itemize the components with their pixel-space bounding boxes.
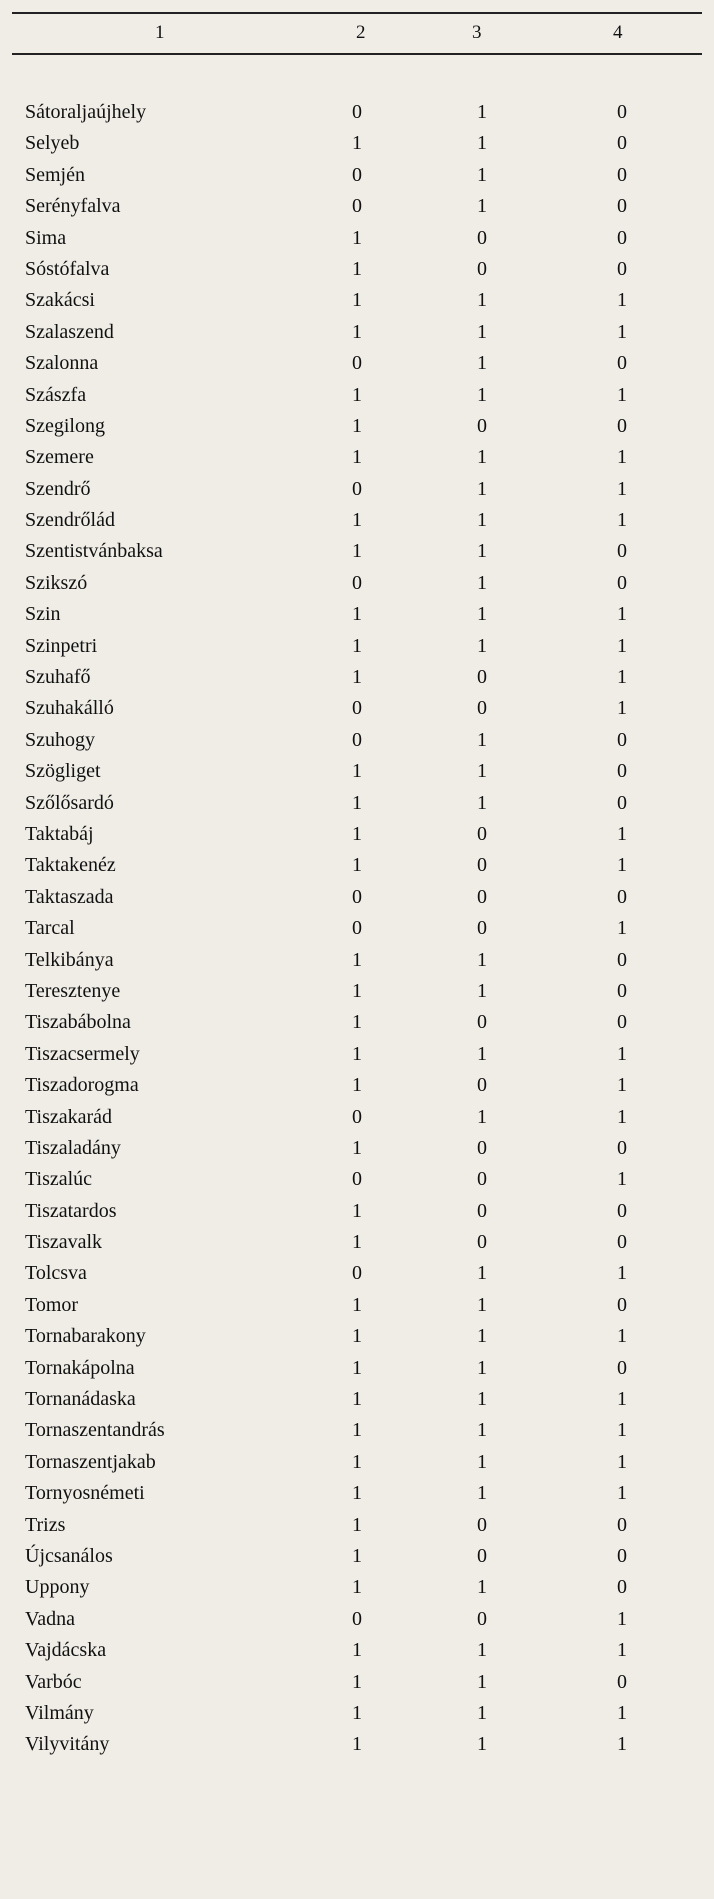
column-3-value: 0: [477, 854, 487, 877]
municipality-name: Szinpetri: [25, 634, 98, 657]
column-2-value: 0: [352, 1262, 362, 1285]
table-row: [0, 1415, 714, 1446]
municipality-name: Tornyosnémeti: [25, 1482, 145, 1505]
municipality-name: Taktabáj: [25, 822, 94, 845]
table-row: [0, 223, 714, 254]
table-row: [0, 1290, 714, 1321]
column-4-value: 1: [617, 1639, 627, 1662]
table-row: [0, 976, 714, 1007]
column-2-value: 0: [352, 885, 362, 908]
column-3-value: 0: [477, 1011, 487, 1034]
municipality-name: Tiszabábolna: [25, 1011, 131, 1034]
column-2-value: 1: [352, 509, 362, 532]
column-2-value: 0: [352, 728, 362, 751]
table-row: [0, 1039, 714, 1070]
column-2-value: 1: [352, 760, 362, 783]
table-row: [0, 1070, 714, 1101]
table-row: [0, 850, 714, 881]
column-3-value: 1: [477, 791, 487, 814]
table-row: [0, 568, 714, 599]
column-3-value: 0: [477, 1199, 487, 1222]
municipality-name: Tiszacsermely: [25, 1042, 140, 1065]
column-4-value: 1: [617, 509, 627, 532]
municipality-name: Taktaszada: [25, 885, 114, 908]
column-header-4: 4: [613, 22, 623, 43]
municipality-name: Szendrő: [25, 477, 91, 500]
table-row: [0, 160, 714, 191]
municipality-name: Szakácsi: [25, 289, 95, 312]
table-row: [0, 1384, 714, 1415]
column-4-value: 0: [617, 352, 627, 375]
column-2-value: 1: [352, 791, 362, 814]
column-3-value: 0: [477, 697, 487, 720]
table-row: [0, 1729, 714, 1760]
municipality-name: Tornabarakony: [25, 1325, 146, 1348]
table-row: [0, 1007, 714, 1038]
column-3-value: 0: [477, 822, 487, 845]
column-3-value: 1: [477, 948, 487, 971]
municipality-name: Teresztenye: [25, 979, 121, 1002]
column-4-value: 0: [617, 414, 627, 437]
municipality-name: Szuhafő: [25, 666, 91, 689]
column-4-value: 1: [617, 1388, 627, 1411]
column-3-value: 1: [477, 728, 487, 751]
table-row: [0, 756, 714, 787]
table-row: [0, 1478, 714, 1509]
municipality-name: Szuhogy: [25, 728, 95, 751]
column-4-value: 0: [617, 979, 627, 1002]
table-header: [0, 18, 714, 48]
municipality-name: Sóstófalva: [25, 257, 110, 280]
table-row: [0, 788, 714, 819]
column-2-value: 1: [352, 1011, 362, 1034]
column-4-value: 0: [617, 1670, 627, 1693]
municipality-name: Szentistvánbaksa: [25, 540, 163, 563]
column-3-value: 1: [477, 101, 487, 123]
column-2-value: 1: [352, 1450, 362, 1473]
column-4-value: 0: [617, 1136, 627, 1159]
table-row: [0, 913, 714, 944]
column-3-value: 1: [477, 1419, 487, 1442]
column-2-value: 1: [352, 320, 362, 343]
table-row: [0, 725, 714, 756]
column-4-value: 0: [617, 540, 627, 563]
municipality-name: Szendrőlád: [25, 509, 115, 532]
column-2-value: 1: [352, 666, 362, 689]
column-4-value: 0: [617, 1356, 627, 1379]
column-3-value: 0: [477, 917, 487, 940]
column-3-value: 0: [477, 226, 487, 249]
column-2-value: 1: [352, 634, 362, 657]
column-3-value: 1: [477, 1325, 487, 1348]
column-3-value: 1: [477, 1262, 487, 1285]
municipality-name: Szalaszend: [25, 320, 114, 343]
column-2-value: 0: [352, 697, 362, 720]
column-header-2: 2: [356, 22, 366, 43]
column-3-value: 0: [477, 1168, 487, 1191]
municipality-name: Varbóc: [25, 1670, 82, 1693]
column-2-value: 1: [352, 132, 362, 155]
column-2-value: 1: [352, 289, 362, 312]
column-2-value: 1: [352, 1231, 362, 1254]
column-2-value: 1: [352, 1513, 362, 1536]
column-header-3: 3: [472, 22, 482, 43]
column-4-value: 1: [617, 822, 627, 845]
table-row: [0, 1635, 714, 1666]
column-2-value: 0: [352, 163, 362, 186]
header-rule: [12, 53, 702, 55]
column-4-value: 1: [617, 1262, 627, 1285]
municipality-name: Semjén: [25, 163, 85, 186]
column-4-value: 1: [617, 917, 627, 940]
table-row: [0, 1541, 714, 1572]
column-4-value: 1: [617, 1701, 627, 1724]
municipality-name: Tiszaladány: [25, 1136, 121, 1159]
table-row: [0, 662, 714, 693]
municipality-name: Tornaszentandrás: [25, 1419, 165, 1442]
column-3-value: 1: [477, 760, 487, 783]
column-3-value: 1: [477, 446, 487, 469]
municipality-name: Sima: [25, 226, 67, 249]
column-2-value: 1: [352, 1199, 362, 1222]
municipality-name: Szászfa: [25, 383, 87, 406]
column-4-value: 0: [617, 163, 627, 186]
column-3-value: 1: [477, 320, 487, 343]
municipality-name: Szin: [25, 603, 61, 626]
table-row: [0, 1667, 714, 1698]
column-4-value: 0: [617, 1199, 627, 1222]
column-2-value: 1: [352, 979, 362, 1002]
table-row: [0, 536, 714, 567]
column-2-value: 1: [352, 1136, 362, 1159]
table-row: [0, 945, 714, 976]
municipality-name: Vilyvitány: [25, 1733, 110, 1756]
column-3-value: 1: [477, 1639, 487, 1662]
column-3-value: 1: [477, 540, 487, 563]
table-row: [0, 1353, 714, 1384]
column-2-value: 1: [352, 1639, 362, 1662]
column-2-value: 1: [352, 948, 362, 971]
column-3-value: 1: [477, 132, 487, 155]
table-row: [0, 1321, 714, 1352]
municipality-name: Szemere: [25, 446, 94, 469]
column-4-value: 1: [617, 1419, 627, 1442]
column-3-value: 0: [477, 885, 487, 908]
table-row: [0, 599, 714, 630]
table-row: [0, 1604, 714, 1635]
table-row: [0, 285, 714, 316]
table-row: [0, 1572, 714, 1603]
column-4-value: 0: [617, 1231, 627, 1254]
column-3-value: 1: [477, 603, 487, 626]
table-row: [0, 1164, 714, 1195]
table-row: [0, 1133, 714, 1164]
column-3-value: 0: [477, 1136, 487, 1159]
column-3-value: 1: [477, 1733, 487, 1756]
municipality-name: Szalonna: [25, 352, 99, 375]
municipality-name: Tiszakarád: [25, 1105, 113, 1128]
column-4-value: 0: [617, 948, 627, 971]
municipality-name: Selyeb: [25, 132, 80, 155]
column-4-value: 1: [617, 1074, 627, 1097]
column-4-value: 0: [617, 760, 627, 783]
municipality-name: Trizs: [25, 1513, 66, 1536]
column-3-value: 0: [477, 666, 487, 689]
column-4-value: 0: [617, 1293, 627, 1316]
column-4-value: 1: [617, 1482, 627, 1505]
column-4-value: 0: [617, 226, 627, 249]
municipality-name: Tomor: [25, 1293, 79, 1316]
column-3-value: 0: [477, 1231, 487, 1254]
table-row: [0, 1258, 714, 1289]
table-row: [0, 380, 714, 411]
column-3-value: 1: [477, 509, 487, 532]
column-2-value: 1: [352, 1701, 362, 1724]
column-4-value: 1: [617, 1325, 627, 1348]
column-4-value: 1: [617, 634, 627, 657]
municipality-name: Tornanádaska: [25, 1388, 136, 1411]
table-row: [0, 631, 714, 662]
column-4-value: 0: [617, 1513, 627, 1536]
column-2-value: 1: [352, 257, 362, 280]
table-row: [0, 254, 714, 285]
column-2-value: 1: [352, 822, 362, 845]
column-4-value: 1: [617, 854, 627, 877]
column-3-value: 1: [477, 352, 487, 375]
column-3-value: 1: [477, 1576, 487, 1599]
column-3-value: 1: [477, 1105, 487, 1128]
column-2-value: 1: [352, 1576, 362, 1599]
column-3-value: 1: [477, 1356, 487, 1379]
municipality-name: Vadna: [25, 1607, 75, 1630]
table-row: [0, 348, 714, 379]
column-2-value: 1: [352, 540, 362, 563]
column-2-value: 1: [352, 1356, 362, 1379]
column-2-value: 1: [352, 1325, 362, 1348]
municipality-name: Szőlősardó: [25, 791, 114, 814]
column-2-value: 1: [352, 1733, 362, 1756]
column-2-value: 1: [352, 854, 362, 877]
column-3-value: 1: [477, 383, 487, 406]
column-2-value: 1: [352, 1419, 362, 1442]
column-4-value: 1: [617, 477, 627, 500]
column-2-value: 1: [352, 1293, 362, 1316]
column-3-value: 0: [477, 1607, 487, 1630]
column-4-value: 0: [617, 571, 627, 594]
table-row: [0, 442, 714, 473]
table-row: [0, 1227, 714, 1258]
column-header-1: 1: [155, 22, 165, 43]
column-2-value: 1: [352, 1042, 362, 1065]
municipality-name: Tiszatardos: [25, 1199, 117, 1222]
column-2-value: 0: [352, 917, 362, 940]
column-4-value: 0: [617, 791, 627, 814]
top-rule: [12, 12, 702, 14]
column-2-value: 1: [352, 1670, 362, 1693]
municipality-name: Tornakápolna: [25, 1356, 135, 1379]
municipality-name: Vilmány: [25, 1701, 94, 1724]
table-row: [0, 1196, 714, 1227]
column-4-value: 0: [617, 132, 627, 155]
column-2-value: 1: [352, 1388, 362, 1411]
column-3-value: 1: [477, 163, 487, 186]
column-2-value: 0: [352, 477, 362, 500]
municipality-name: Újcsanálos: [25, 1544, 113, 1567]
column-3-value: 0: [477, 414, 487, 437]
municipality-name: Tarcal: [25, 917, 75, 940]
column-2-value: 0: [352, 1607, 362, 1630]
municipality-name: Tiszavalk: [25, 1231, 103, 1254]
column-3-value: 1: [477, 1388, 487, 1411]
column-2-value: 0: [352, 1168, 362, 1191]
table-row: [0, 1698, 714, 1729]
municipality-name: Taktakenéz: [25, 854, 116, 877]
column-4-value: 1: [617, 446, 627, 469]
column-4-value: 1: [617, 1607, 627, 1630]
column-4-value: 0: [617, 1011, 627, 1034]
column-4-value: 0: [617, 101, 627, 123]
table-row: [0, 693, 714, 724]
municipality-name: Tornaszentjakab: [25, 1450, 156, 1473]
column-4-value: 1: [617, 1168, 627, 1191]
column-4-value: 0: [617, 195, 627, 218]
column-3-value: 1: [477, 289, 487, 312]
column-4-value: 1: [617, 1042, 627, 1065]
table-row: [0, 191, 714, 222]
table-row: [0, 128, 714, 159]
table-row: [0, 474, 714, 505]
column-4-value: 1: [617, 1105, 627, 1128]
table-row: [0, 317, 714, 348]
column-2-value: 1: [352, 226, 362, 249]
table-row: [0, 882, 714, 913]
column-2-value: 0: [352, 101, 362, 123]
column-3-value: 1: [477, 1701, 487, 1724]
column-2-value: 1: [352, 414, 362, 437]
column-3-value: 1: [477, 477, 487, 500]
column-4-value: 1: [617, 383, 627, 406]
column-2-value: 1: [352, 1074, 362, 1097]
column-4-value: 1: [617, 603, 627, 626]
column-3-value: 1: [477, 1042, 487, 1065]
table-row: [0, 505, 714, 536]
municipality-name: Sátoraljaújhely: [25, 101, 147, 123]
column-4-value: 0: [617, 1576, 627, 1599]
column-3-value: 1: [477, 571, 487, 594]
column-4-value: 0: [617, 1544, 627, 1567]
column-2-value: 1: [352, 446, 362, 469]
column-2-value: 1: [352, 603, 362, 626]
column-3-value: 0: [477, 1074, 487, 1097]
column-3-value: 1: [477, 634, 487, 657]
municipality-name: Tiszadorogma: [25, 1074, 139, 1097]
column-4-value: 1: [617, 289, 627, 312]
column-4-value: 0: [617, 257, 627, 280]
column-4-value: 1: [617, 320, 627, 343]
column-4-value: 1: [617, 697, 627, 720]
column-2-value: 0: [352, 1105, 362, 1128]
column-3-value: 1: [477, 1482, 487, 1505]
table-body: [0, 97, 714, 1761]
table-row: [0, 819, 714, 850]
column-3-value: 1: [477, 195, 487, 218]
municipality-name: Tiszalúc: [25, 1168, 93, 1191]
column-2-value: 0: [352, 571, 362, 594]
column-2-value: 1: [352, 1544, 362, 1567]
municipality-name: Szikszó: [25, 571, 88, 594]
column-2-value: 0: [352, 352, 362, 375]
table-row: [0, 1510, 714, 1541]
municipality-name: Szegilong: [25, 414, 105, 437]
column-4-value: 0: [617, 728, 627, 751]
municipality-name: Szuhakálló: [25, 697, 114, 720]
column-2-value: 1: [352, 383, 362, 406]
column-3-value: 1: [477, 979, 487, 1002]
municipality-name: Uppony: [25, 1576, 90, 1599]
municipality-name: Serényfalva: [25, 195, 121, 218]
column-3-value: 1: [477, 1670, 487, 1693]
municipality-name: Vajdácska: [25, 1639, 107, 1662]
table-row: [0, 411, 714, 442]
column-4-value: 1: [617, 1733, 627, 1756]
column-3-value: 0: [477, 1544, 487, 1567]
municipality-name: Tolcsva: [25, 1262, 87, 1285]
column-2-value: 0: [352, 195, 362, 218]
column-3-value: 1: [477, 1293, 487, 1316]
column-3-value: 0: [477, 1513, 487, 1536]
column-4-value: 1: [617, 666, 627, 689]
municipality-name: Szögliget: [25, 760, 101, 783]
column-2-value: 1: [352, 1482, 362, 1505]
table-row: [0, 1102, 714, 1133]
municipality-name: Telkibánya: [25, 948, 114, 971]
column-4-value: 0: [617, 885, 627, 908]
column-3-value: 1: [477, 1450, 487, 1473]
table-row: [0, 97, 714, 128]
column-3-value: 0: [477, 257, 487, 280]
table-row: [0, 1447, 714, 1478]
column-4-value: 1: [617, 1450, 627, 1473]
